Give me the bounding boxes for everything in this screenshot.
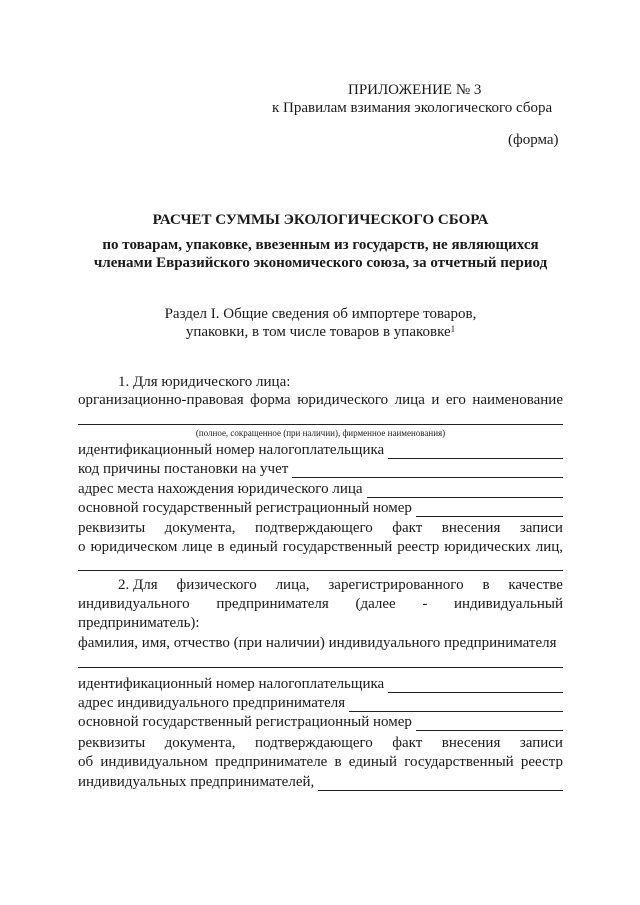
word: юридического [297, 392, 389, 408]
word: государственный [282, 539, 393, 555]
individual-address-field[interactable] [349, 697, 563, 712]
word: качестве [508, 577, 563, 593]
section-heading-line1: Раздел I. Общие сведения об импортере товаров, [164, 306, 477, 322]
legal-inn-row [78, 441, 563, 459]
word: лиц, [535, 539, 563, 555]
individual-address-row [78, 694, 563, 712]
legal-inn-field[interactable] [388, 444, 563, 459]
word: реестр [397, 539, 440, 555]
individual-ogrnip-field[interactable] [416, 716, 563, 731]
document-subtitle-line2: членами Евразийского экономического союза, за отчетный период [93, 255, 548, 271]
word: в [217, 539, 225, 555]
word: факт [392, 520, 423, 536]
word: 2. Для [118, 577, 158, 593]
individual-fio-label: фамилия, имя, отчество (при наличии) индивидуального предпринимателя [78, 635, 557, 651]
word: в [482, 577, 490, 593]
word: лица, [275, 577, 310, 593]
org-form-label [78, 391, 563, 409]
word: подтверждающего [254, 735, 373, 751]
word: - [422, 596, 428, 612]
individual-inn-label: идентификационный номер налогоплательщика [78, 676, 385, 692]
word: индивидуальном [100, 754, 208, 770]
legal-kpp-label: код причины постановки на учет [78, 461, 289, 477]
word: его [445, 392, 466, 408]
org-name-caption: (полное, сокращенное (при наличии), фирменное наименования) [195, 428, 446, 438]
legal-document-label [78, 519, 563, 537]
individual-address-label: адрес индивидуального предпринимателя [78, 695, 346, 711]
legal-ogrn-field[interactable] [416, 502, 563, 517]
individual-registry-row [78, 773, 563, 791]
individual-registry-field[interactable] [318, 776, 563, 791]
footnote-mark: 1 [450, 324, 456, 334]
individual-item-line2 [78, 595, 563, 613]
individual-document-label [78, 734, 563, 752]
legal-registry-label [78, 538, 563, 556]
legal-registry-field-line[interactable] [78, 570, 563, 571]
word: реестр [520, 754, 563, 770]
word: подтверждающего [254, 520, 373, 536]
word: об [78, 754, 94, 770]
document-subtitle-line1: по товарам, упаковке, ввезенным из государств, не являющихся [102, 237, 539, 253]
word: юридическом [90, 539, 178, 555]
individual-inn-row [78, 675, 563, 693]
legal-ogrn-row [78, 499, 563, 517]
word: индивидуальный [453, 596, 563, 612]
word: государственный [404, 754, 514, 770]
legal-kpp-field[interactable] [292, 463, 563, 478]
word: единый [348, 754, 398, 770]
individual-item-line3: предприниматель): [78, 615, 200, 631]
word: внесения [441, 735, 501, 751]
word: записи [519, 735, 563, 751]
legal-entity-item: 1. Для юридического лица: [118, 374, 291, 390]
word: документа, [164, 735, 236, 751]
appendix-number: ПРИЛОЖЕНИЕ № 3 [348, 82, 482, 98]
word: о [78, 539, 86, 555]
word: организационно-правовая [78, 392, 244, 408]
word: внесения [441, 520, 501, 536]
word: реквизиты [78, 520, 146, 536]
individual-ogrnip-row [78, 713, 563, 731]
individual-fio-field-line[interactable] [78, 667, 563, 668]
legal-address-field[interactable] [367, 483, 563, 498]
document-title: РАСЧЕТ СУММЫ ЭКОЛОГИЧЕСКОГО СБОРА [152, 212, 489, 228]
word: предпринимателе [215, 754, 328, 770]
word: физического [176, 577, 257, 593]
individual-item [118, 576, 563, 594]
word: форма [250, 392, 291, 408]
legal-address-row [78, 480, 563, 498]
section-heading-text: упаковки, в том числе товаров в упаковке [185, 324, 451, 340]
word: (далее [355, 596, 396, 612]
legal-inn-label: идентификационный номер налогоплательщика [78, 442, 385, 458]
word: в [334, 754, 342, 770]
individual-inn-field[interactable] [388, 678, 563, 693]
section-heading-line2 [78, 323, 563, 341]
word: индивидуального [78, 596, 190, 612]
legal-address-label: адрес места нахождения юридического лица [78, 481, 363, 497]
individual-registry-label [78, 753, 563, 771]
word: записи [519, 520, 563, 536]
org-name-field-line[interactable] [78, 424, 563, 425]
word: юридических [444, 539, 531, 555]
word: факт [392, 735, 423, 751]
legal-ogrn-label: основной государственный регистрационный номер [78, 500, 412, 516]
legal-kpp-row [78, 460, 563, 478]
word: предпринимателя [216, 596, 329, 612]
individual-ogrnip-label: основной государственный регистрационный номер [78, 714, 412, 730]
word: лице [182, 539, 213, 555]
word: документа, [164, 520, 236, 536]
word: реквизиты [78, 735, 146, 751]
word: наименование [472, 392, 563, 408]
rules-reference: к Правилам взимания экологического сбора [272, 100, 553, 116]
word: лица [394, 392, 425, 408]
individual-registry-last: индивидуальных предпринимателей, [78, 774, 315, 790]
word: единый [229, 539, 278, 555]
word: и [431, 392, 440, 408]
word: зарегистрированного [328, 577, 464, 593]
form-note: (форма) [508, 132, 559, 148]
